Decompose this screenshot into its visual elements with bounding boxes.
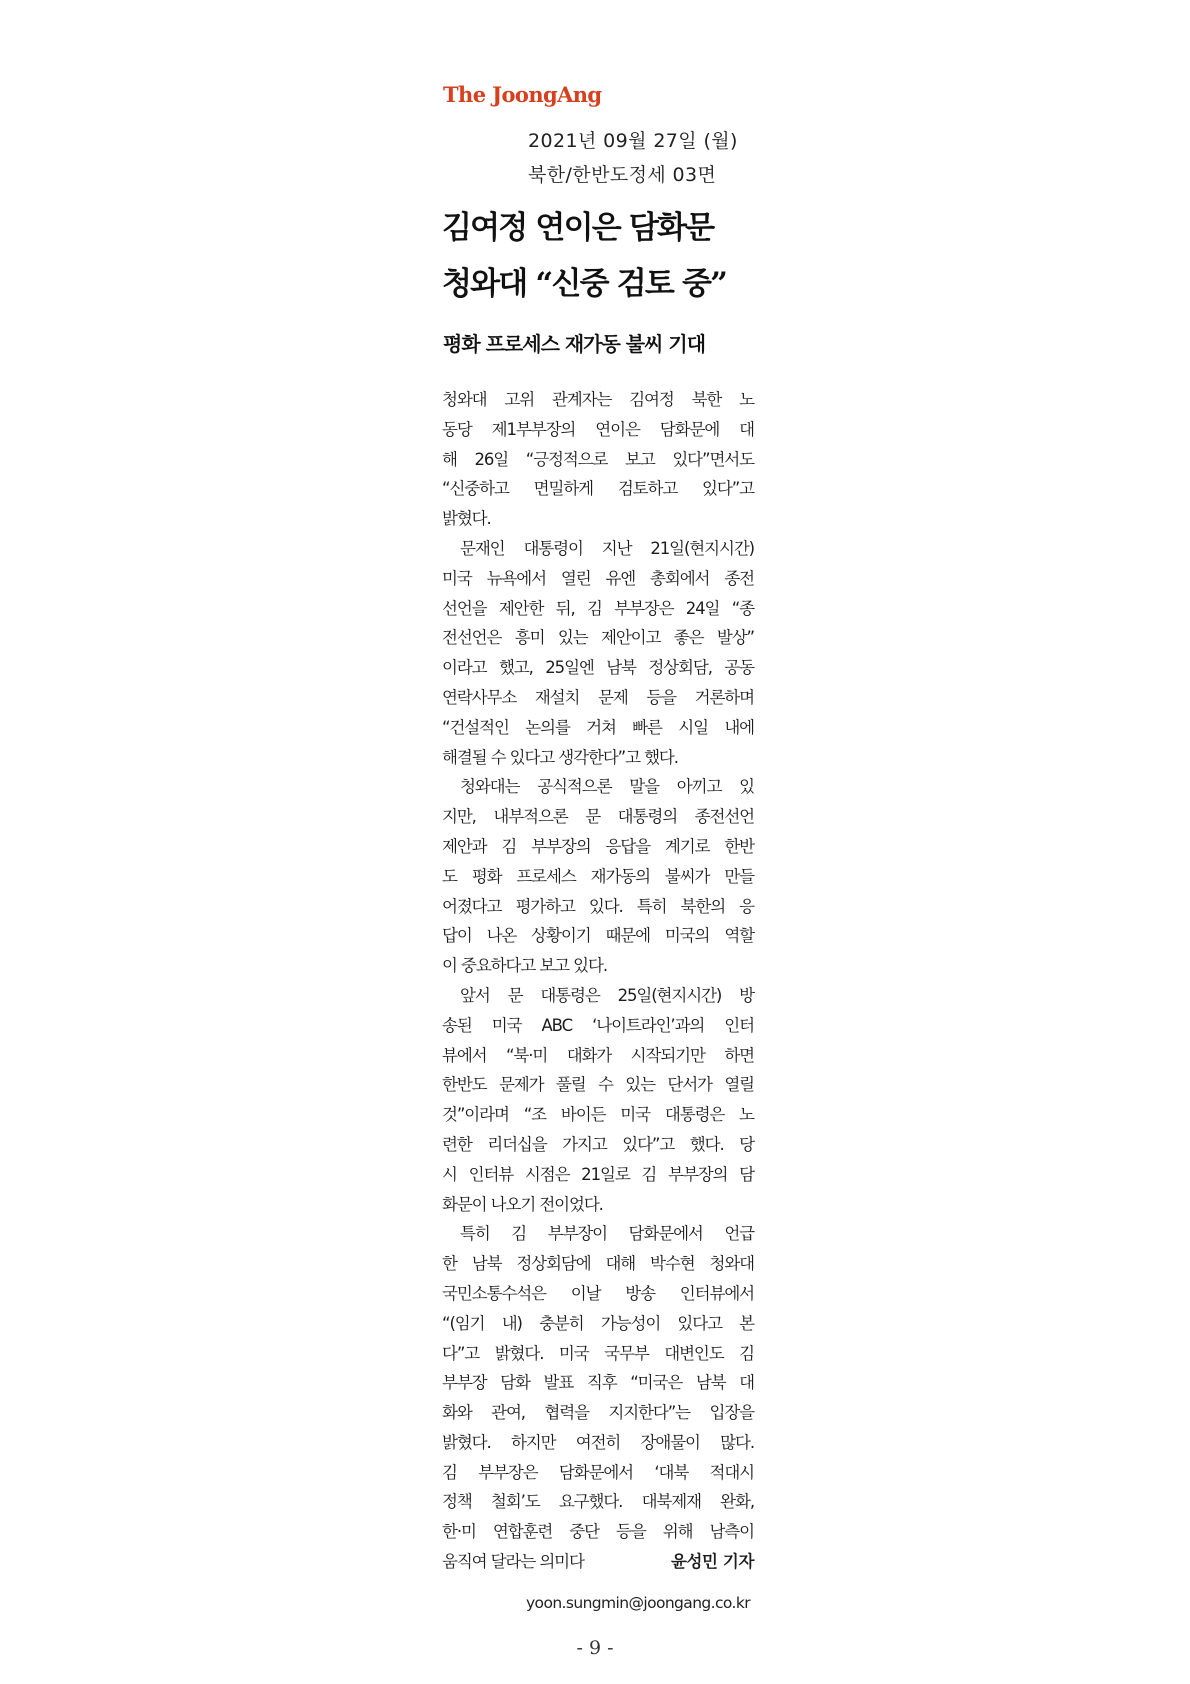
closing-line	[442, 1547, 754, 1577]
section-label: 북한/한반도정세 03면	[528, 164, 717, 186]
body-line: 이 중요하다고 보고 있다.	[442, 956, 607, 976]
body-line: 연락사무소 재설치 문제 등을 거론하며	[442, 687, 754, 707]
body-line: 청와대는 공식적으론 말을 아끼고 있	[460, 777, 754, 797]
body-line: 부부장 담화 발표 직후 “미국은 남북 대	[442, 1373, 754, 1393]
body-line: 지만, 내부적으론 문 대통령의 종전선언	[442, 807, 754, 827]
reporter-email: yoon.sungmin@joongang.co.kr	[525, 1594, 750, 1612]
body-line: 밝혔다.	[442, 509, 491, 529]
body-line: 한·미 연합훈련 중단 등을 위해 남측이	[442, 1522, 754, 1542]
body-line: 화문이 나오기 전이었다.	[442, 1194, 603, 1214]
body-line: “건설적인 논의를 거쳐 빠른 시일 내에	[442, 717, 754, 737]
news-clipping	[440, 72, 756, 1614]
headline-line: 청와대 “신중 검토 중”	[442, 266, 727, 302]
body-line: 움직여 달라는 의미다	[442, 1552, 584, 1572]
body-line: 해 26일 “긍정적으로 보고 있다”면서도	[442, 449, 754, 469]
body-line: 제안과 김 부부장의 응답을 계기로 한반	[442, 836, 754, 856]
body-line: 김 부부장은 담화문에서 ‘대북 적대시	[442, 1462, 754, 1482]
body-line: 것”이라며 “조 바이든 미국 대통령은 노	[442, 1105, 754, 1125]
headline-line: 김여정 연이은 담화문	[442, 210, 714, 246]
body-line: 도 평화 프로세스 재가동의 불씨가 만들	[442, 866, 754, 886]
body-line: 정책 철회’도 요구했다. 대북제재 완화,	[442, 1492, 754, 1512]
body-line: 앞서 문 대통령은 25일(현지시간) 방	[460, 985, 754, 1005]
headline	[442, 200, 754, 312]
body-line: 동당 제1부부장의 연이은 담화문에 대	[442, 419, 754, 439]
page-number: - 9 -	[576, 1637, 614, 1659]
body-line: 송된 미국 ABC ‘나이트라인’과의 인터	[442, 1015, 754, 1035]
body-line: 특히 김 부부장이 담화문에서 언급	[460, 1224, 754, 1244]
body-line: 뷰에서 “북·미 대화가 시작되기만 하면	[442, 1045, 754, 1065]
body-line: “(임기 내) 충분히 가능성이 있다고 본	[442, 1313, 754, 1333]
subheadline: 평화 프로세스 재가동 불씨 기대	[443, 332, 706, 356]
body-line: 화와 관여, 협력을 지지한다”는 입장을	[442, 1403, 754, 1423]
body-line: 한반도 문제가 풀릴 수 있는 단서가 열릴	[442, 1075, 754, 1095]
body-line: 답이 나온 상황이기 때문에 미국의 역할	[442, 926, 754, 946]
publication-logo: The JoongAng	[443, 82, 602, 107]
article-body	[442, 385, 754, 1577]
body-line: 국민소통수석은 이날 방송 인터뷰에서	[442, 1283, 754, 1303]
body-line: 청와대 고위 관계자는 김여정 북한 노	[442, 390, 754, 409]
body-line: 밝혔다. 하지만 여전히 장애물이 많다.	[442, 1432, 754, 1452]
body-line: 어졌다고 평가하고 있다. 특히 북한의 응	[442, 896, 754, 916]
body-line: 시 인터뷰 시점은 21일로 김 부부장의 담	[442, 1164, 754, 1184]
body-line: 한 남북 정상회담에 대해 박수현 청와대	[442, 1254, 754, 1274]
body-line: 전선언은 흥미 있는 제안이고 좋은 발상”	[442, 628, 754, 648]
body-line: 선언을 제안한 뒤, 김 부부장은 24일 “종	[442, 598, 754, 618]
body-line: 이라고 했고, 25일엔 남북 정상회담, 공동	[442, 658, 754, 678]
byline: 윤성민 기자	[670, 1552, 754, 1572]
publication-date: 2021년 09월 27일 (월)	[528, 130, 738, 152]
body-line: 련한 리더십을 가지고 있다”고 했다. 당	[442, 1134, 754, 1154]
body-line: 해결될 수 있다고 생각한다”고 했다.	[442, 747, 678, 767]
body-line: “신중하고 면밀하게 검토하고 있다”고	[442, 479, 754, 499]
body-line: 다”고 밝혔다. 미국 국무부 대변인도 김	[442, 1343, 754, 1363]
body-line: 문재인 대통령이 지난 21일(현지시간)	[460, 538, 754, 558]
body-line: 미국 뉴욕에서 열린 유엔 총회에서 종전	[442, 568, 754, 588]
